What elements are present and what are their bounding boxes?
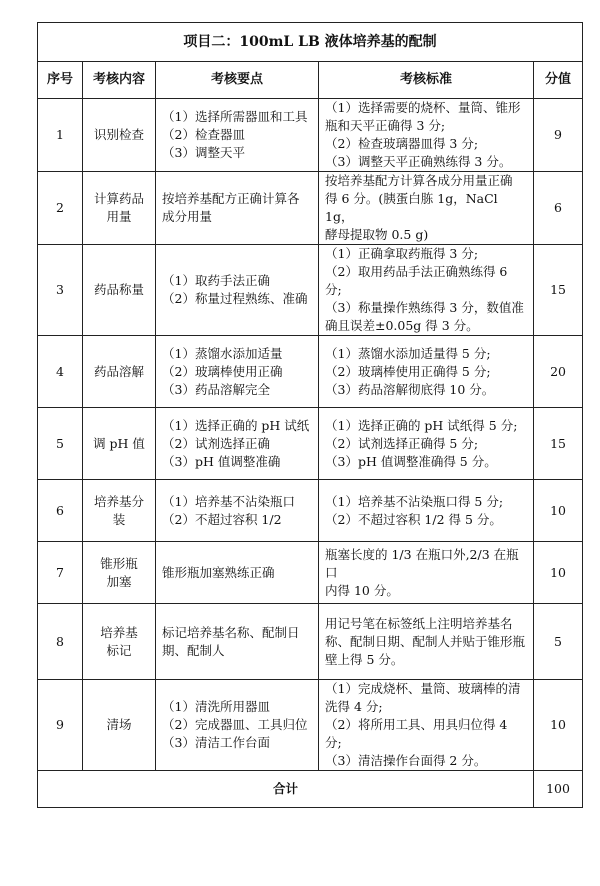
table-row: [38, 172, 583, 245]
row-standard-line: （3）药品溶解彻底得 10 分。: [325, 381, 495, 397]
row-standard-line: （1）选择需要的烧杯、量筒、锥形: [325, 100, 521, 115]
row-standard: [319, 680, 534, 771]
row-points-line: （1）选择正确的 pH 试纸: [162, 417, 310, 433]
table-row: [38, 542, 583, 604]
row-standard-line: （2）检查玻璃器皿得 3 分;: [325, 136, 479, 151]
row-points-line: 成分用量: [162, 209, 213, 224]
row-standard-line: （1）正确拿取药瓶得 3 分;: [325, 246, 479, 261]
row-standard-line: （1）选择正确的 pH 试纸得 5 分;: [325, 417, 518, 433]
row-standard-line: （2）试剂选择正确得 5 分;: [325, 435, 479, 451]
row-standard: [319, 336, 534, 408]
row-standard: [319, 172, 534, 245]
row-standard-line: 称、配制日期、配制人并贴于锥形瓶: [325, 633, 526, 649]
row-standard-line: （2）玻璃棒使用正确得 5 分;: [325, 363, 491, 379]
row-content-line: 装: [112, 511, 126, 527]
row-score: 15: [534, 408, 583, 480]
row-standard-line: 确且误差±0.05g 得 3 分。: [325, 318, 479, 333]
row-points: [156, 480, 319, 542]
row-score: 15: [534, 245, 583, 336]
header-standard: 考核标准: [319, 62, 534, 99]
row-points-line: （2）试剂选择正确: [162, 435, 270, 451]
row-standard-line: （3）pH 值调整准确得 5 分。: [325, 453, 497, 469]
row-standard-line: （3）清洁操作台面得 2 分。: [325, 753, 487, 768]
row-points-line: （3）调整天平: [162, 145, 245, 160]
row-standard-line: （1）完成烧杯、量筒、玻璃棒的清: [325, 681, 521, 696]
row-content-line: 培养基分: [93, 493, 144, 509]
row-standard-line: （2）不超过容积 1/2 得 5 分。: [325, 511, 502, 527]
table-title: 项目二：100mL LB 液体培养基的配制: [38, 23, 583, 62]
row-standard-line: 壁上得 5 分。: [325, 651, 404, 667]
row-content: [83, 245, 156, 336]
row-score: 9: [534, 99, 583, 172]
row-number: 8: [38, 604, 83, 680]
row-standard-line: （1）培养基不沾染瓶口得 5 分;: [325, 493, 504, 509]
row-number: 5: [38, 408, 83, 480]
table-row: [38, 480, 583, 542]
header-content: 考核内容: [83, 62, 156, 99]
row-points-line: （3）药品溶解完全: [162, 381, 270, 397]
row-score: 5: [534, 604, 583, 680]
table-row: [38, 408, 583, 480]
row-score: 10: [534, 480, 583, 542]
title-row: [38, 23, 583, 62]
row-content-line: 加塞: [106, 573, 132, 589]
row-standard: [319, 604, 534, 680]
row-content-line: 清场: [106, 717, 132, 732]
row-standard-line: 得 6 分。(胰蛋白胨 1g，NaCl 1g，: [325, 191, 498, 224]
row-points-line: （2）完成器皿、工具归位: [162, 717, 308, 732]
table-row: [38, 604, 583, 680]
row-content: [83, 680, 156, 771]
row-standard-line: 内得 10 分。: [325, 582, 399, 598]
header-num: 序号: [38, 62, 83, 99]
row-content: [83, 172, 156, 245]
row-number: 1: [38, 99, 83, 172]
row-points: [156, 172, 319, 245]
row-standard: [319, 542, 534, 604]
row-content: [83, 480, 156, 542]
row-standard-line: 洗得 4 分;: [325, 699, 383, 714]
header-points: 考核要点: [156, 62, 319, 99]
row-standard-line: 瓶和天平正确得 3 分;: [325, 118, 446, 133]
row-points-line: （3）pH 值调整准确: [162, 453, 281, 469]
row-score: 10: [534, 542, 583, 604]
row-number: 6: [38, 480, 83, 542]
row-points-line: （2）检查器皿: [162, 127, 245, 142]
row-content: [83, 336, 156, 408]
row-number: 4: [38, 336, 83, 408]
row-standard: [319, 408, 534, 480]
row-points-line: （2）玻璃棒使用正确: [162, 363, 283, 379]
row-standard-line: （3）称量操作熟练得 3 分，数值准: [325, 300, 524, 315]
row-points-line: （1）清洗所用器皿: [162, 699, 270, 714]
table-row: [38, 336, 583, 408]
row-standard-line: 瓶塞长度的 1/3 在瓶口外,2/3 在瓶口: [325, 546, 519, 580]
row-content-line: 标记: [106, 642, 132, 658]
table-body: [38, 99, 583, 771]
row-standard-line: （3）调整天平正确熟练得 3 分。: [325, 154, 512, 169]
row-standard: [319, 480, 534, 542]
row-content: [83, 408, 156, 480]
row-points-line: 锥形瓶加塞熟练正确: [162, 564, 275, 580]
row-content-line: 药品溶解: [93, 363, 144, 379]
row-points-line: （2）称量过程熟练、准确: [162, 291, 308, 306]
row-standard: [319, 245, 534, 336]
row-content-line: 计算药品: [93, 191, 144, 206]
row-standard-line: （1）蒸馏水添加适量得 5 分;: [325, 345, 491, 361]
row-standard-line: （2）取用药品手法正确熟练得 6 分;: [325, 264, 508, 297]
row-points: [156, 408, 319, 480]
row-content-line: 锥形瓶: [100, 555, 138, 571]
row-content: [83, 604, 156, 680]
row-number: 3: [38, 245, 83, 336]
row-content-line: 培养基: [100, 624, 138, 640]
row-score: 10: [534, 680, 583, 771]
row-score: 6: [534, 172, 583, 245]
assessment-table: [37, 22, 583, 808]
table-row: [38, 680, 583, 771]
table-row: [38, 245, 583, 336]
row-points-line: （1）选择所需器皿和工具: [162, 109, 308, 124]
header-score: 分值: [534, 62, 583, 99]
row-number: 7: [38, 542, 83, 604]
row-points-line: 按培养基配方正确计算各: [162, 191, 300, 206]
row-content-line: 用量: [106, 209, 132, 224]
row-points-line: （3）清洁工作台面: [162, 735, 270, 750]
row-standard-line: 用记号笔在标签纸上注明培养基名: [325, 615, 513, 631]
row-standard-line: 按培养基配方计算各成分用量正确: [325, 173, 513, 188]
total-score: 100: [534, 771, 583, 808]
row-content: [83, 542, 156, 604]
row-points: [156, 245, 319, 336]
row-content-line: 药品称量: [93, 282, 144, 297]
row-points: [156, 99, 319, 172]
row-points: [156, 604, 319, 680]
row-points: [156, 542, 319, 604]
header-row: [38, 62, 583, 99]
total-row: [38, 771, 583, 808]
row-content-line: 识别检查: [93, 127, 144, 142]
row-number: 9: [38, 680, 83, 771]
row-points-line: 期、配制人: [162, 642, 225, 658]
row-points: [156, 680, 319, 771]
total-label: 合计: [38, 771, 534, 808]
row-content: [83, 99, 156, 172]
table-row: [38, 99, 583, 172]
row-points-line: （1）取药手法正确: [162, 273, 270, 288]
row-standard: [319, 99, 534, 172]
row-standard-line: 酵母提取物 0.5 g): [325, 227, 429, 242]
row-standard-line: （2）将所用工具、用具归位得 4 分;: [325, 717, 508, 750]
row-points-line: （1）蒸馏水添加适量: [162, 345, 283, 361]
row-number: 2: [38, 172, 83, 245]
row-points-line: （2）不超过容积 1/2: [162, 511, 282, 527]
row-points-line: 标记培养基名称、配制日: [162, 624, 300, 640]
row-points: [156, 336, 319, 408]
row-content-line: 调 pH 值: [93, 435, 145, 451]
row-score: 20: [534, 336, 583, 408]
row-points-line: （1）培养基不沾染瓶口: [162, 493, 295, 509]
